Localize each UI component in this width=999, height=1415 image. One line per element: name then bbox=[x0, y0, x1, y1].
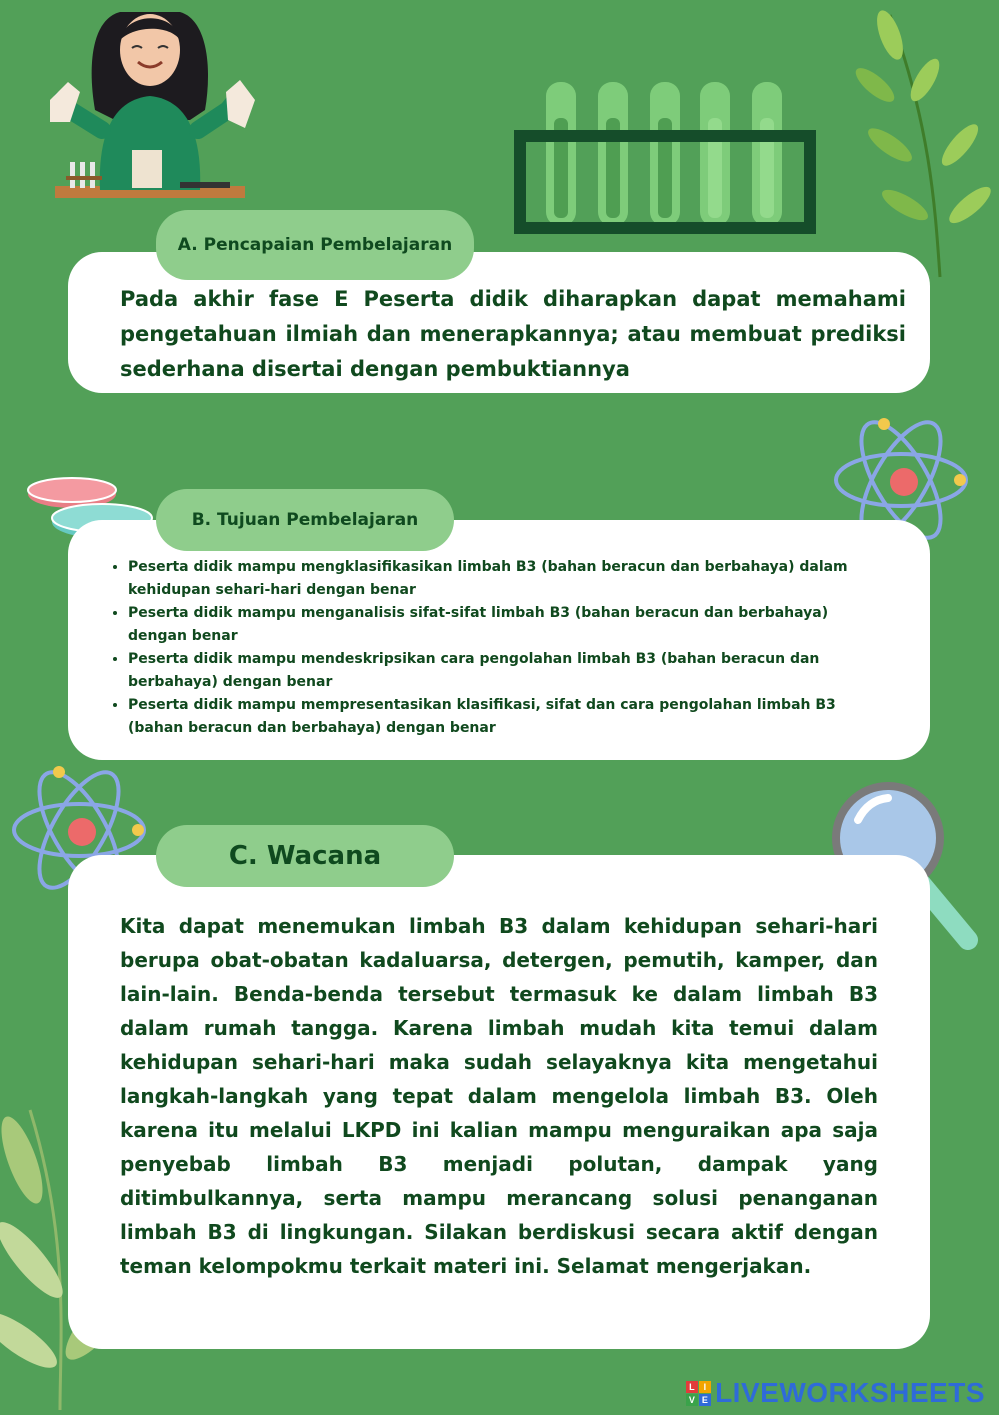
logo-letter: L bbox=[686, 1381, 698, 1393]
list-item: • Peserta didik mampu menganalisis sifat-sifat limbah B3 (bahan beracun dan berbahaya) dengan benar bbox=[128, 602, 888, 648]
test-tube-rack-illustration bbox=[510, 78, 820, 238]
section-a-text: Pada akhir fase E Peserta didik diharapkan dapat memahami pengetahuan ilmiah dan menerapkannya; atau membuat prediksi sederhana disertai dengan pembuktiannya bbox=[120, 287, 906, 381]
learning-goals-list bbox=[108, 556, 888, 740]
brand-name: LIVEWORKSHEETS bbox=[715, 1377, 985, 1408]
list-item: • Peserta didik mampu mempresentasikan klasifikasi, sifat dan cara pengolahan limbah B3 (bahan beracun dan berbahaya) dengan benar bbox=[128, 694, 888, 740]
section-b-title: B. Tujuan Pembelajaran bbox=[156, 489, 454, 551]
leaf-branch-illustration bbox=[850, 5, 995, 285]
brand-logo-icon bbox=[686, 1381, 711, 1406]
logo-letter: E bbox=[699, 1394, 711, 1406]
liveworksheets-logo bbox=[686, 1377, 985, 1409]
section-c-title: C. Wacana bbox=[156, 825, 454, 887]
section-a-title: A. Pencapaian Pembelajaran bbox=[156, 210, 474, 280]
section-c-text: Kita dapat menemukan limbah B3 dalam kehidupan sehari-hari berupa obat-obatan kadaluarsa, detergen, pemutih, kamper, dan lain-lain. Benda-benda tersebut termasuk ke dalam limbah B3 dalam rumah tangga. Karena limbah mudah kita temui dalam kehidupan sehari-hari maka sudah selayaknya kita mengetahui langkah-langkah yang tepat dalam mengelola limbah B3. Oleh karena itu melalui LKPD ini kalian mampu menguraikan apa saja penyebab limbah B3 menjadi polutan, dampak yang ditimbulkannya, serta mampu merancang solusi penanganan limbah B3 di lingkungan. Silakan berdiskusi secara aktif dengan teman kelompokmu terkait materi ini. Selamat mengerjakan. bbox=[120, 914, 878, 1278]
list-item: • Peserta didik mampu mengklasifikasikan limbah B3 (bahan beracun dan berbahaya) dalam kehidupan sehari-hari dengan benar bbox=[128, 556, 888, 602]
logo-letter: I bbox=[699, 1381, 711, 1393]
scientist-illustration bbox=[40, 0, 255, 205]
list-item: • Peserta didik mampu mendeskripsikan cara pengolahan limbah B3 (bahan beracun dan berbahaya) dengan benar bbox=[128, 648, 888, 694]
logo-letter: V bbox=[686, 1394, 698, 1406]
